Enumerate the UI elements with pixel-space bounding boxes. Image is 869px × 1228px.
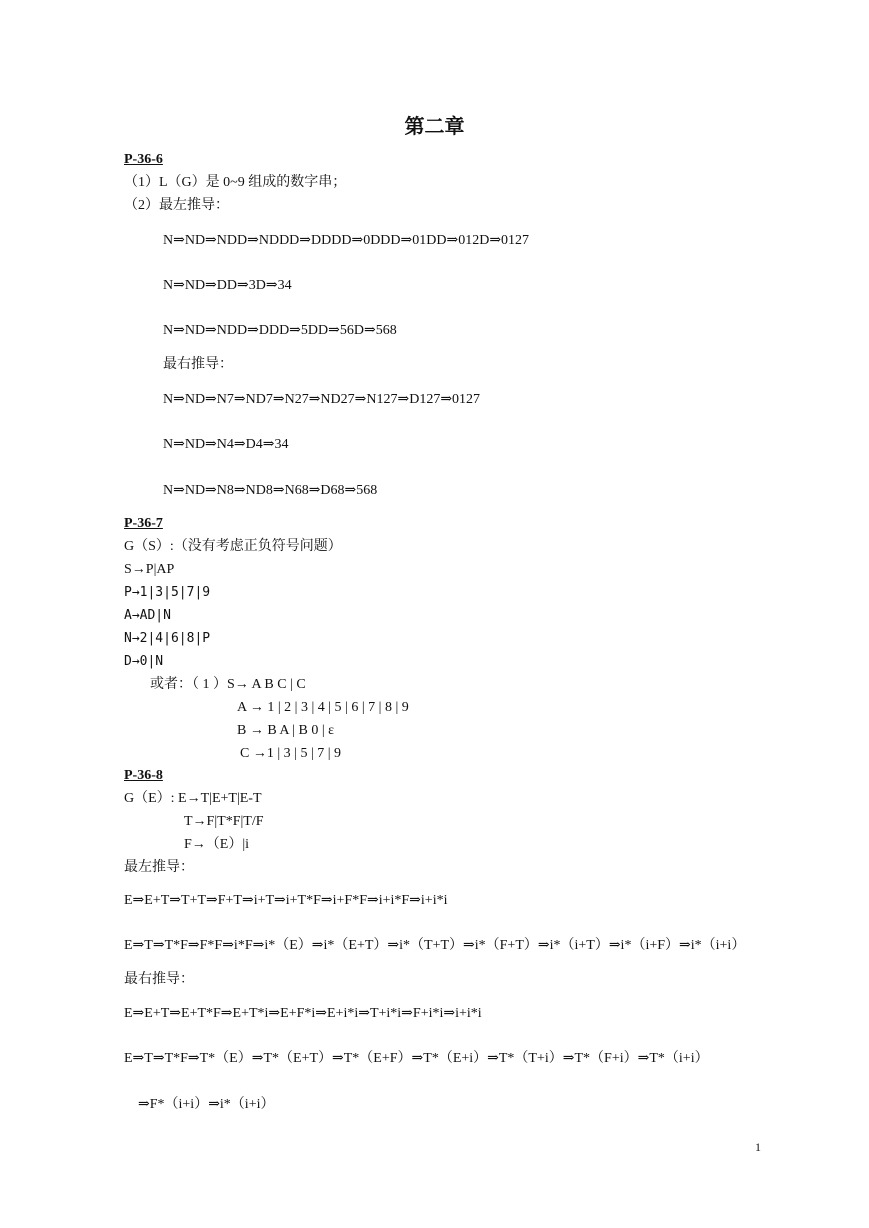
- leftmost-derivation-3: N⇒ND⇒NDD⇒DDD⇒5DD⇒56D⇒568: [163, 323, 397, 338]
- leftmost-derivation-e-2: E⇒T⇒T*F⇒F*F⇒i*F⇒i*（E）⇒i*（E+T）⇒i*（T+T）⇒i*（F+T）⇒i*（i+T）⇒i*（i+F）⇒i*（i+i）: [124, 938, 746, 953]
- grammar-title: G（S）:（没有考虑正负符号问题）: [124, 539, 342, 554]
- section-heading-p-36-7: P-36-7: [124, 516, 163, 531]
- alternative-rule-s: 或者：（ 1 ）S→ A B C | C: [150, 677, 306, 692]
- leftmost-derivation-2: N⇒ND⇒DD⇒3D⇒34: [163, 278, 292, 293]
- leftmost-derivation-e-1: E⇒E+T⇒T+T⇒F+T⇒i+T⇒i+T*F⇒i+F*F⇒i+i*F⇒i+i*i: [124, 893, 448, 908]
- rightmost-derivation-1: N⇒ND⇒N7⇒ND7⇒N27⇒ND27⇒N127⇒D127⇒0127: [163, 392, 481, 407]
- section-heading-p-36-8: P-36-8: [124, 768, 163, 783]
- grammar-e-rule: G（E）: E→T|E+T|E-T: [124, 791, 262, 806]
- alternative-rule-b: B → B A | B 0 | ε: [237, 723, 335, 738]
- rightmost-derivation-2: N⇒ND⇒N4⇒D4⇒34: [163, 437, 289, 452]
- section-heading-p-36-6: P-36-6: [124, 152, 163, 167]
- page-number: 1: [755, 1140, 761, 1154]
- rightmost-label: 最右推导：: [163, 357, 233, 372]
- alternative-rule-c: C →1 | 3 | 5 | 7 | 9: [240, 746, 342, 761]
- grammar-rule-d: D→0|N: [124, 654, 164, 669]
- grammar-rule-p: P→1|3|5|7|9: [124, 585, 211, 600]
- rightmost-derivation-e-3: ⇒F*（i+i）⇒i*（i+i）: [138, 1097, 275, 1112]
- leftmost-label: 最左推导：: [124, 860, 194, 875]
- alternative-rule-a: A → 1 | 2 | 3 | 4 | 5 | 6 | 7 | 8 | 9: [237, 700, 409, 715]
- grammar-t-rule: T→F|T*F|T/F: [184, 814, 264, 829]
- chapter-title: 第二章: [404, 116, 465, 138]
- grammar-rule-s: S→P|AP: [124, 562, 175, 577]
- grammar-f-rule: F→（E）|i: [184, 837, 250, 852]
- rightmost-derivation-e-2: E⇒T⇒T*F⇒T*（E）⇒T*（E+T）⇒T*（E+F）⇒T*（E+i）⇒T*（T+i）⇒T*（F+i）⇒T*（i+i）: [124, 1051, 709, 1066]
- rightmost-label-2: 最右推导：: [124, 972, 194, 987]
- grammar-rule-a: A→AD|N: [124, 608, 171, 623]
- rightmost-derivation-e-1: E⇒E+T⇒E+T*F⇒E+T*i⇒E+F*i⇒E+i*i⇒T+i*i⇒F+i*i⇒i+i*i: [124, 1006, 482, 1021]
- answer-line-2: （2）最左推导：: [124, 198, 229, 213]
- rightmost-derivation-3: N⇒ND⇒N8⇒ND8⇒N68⇒D68⇒568: [163, 483, 378, 498]
- leftmost-derivation-1: N⇒ND⇒NDD⇒NDDD⇒DDDD⇒0DDD⇒01DD⇒012D⇒0127: [163, 233, 530, 248]
- answer-line-1: （1）L（G）是 0~9 组成的数字串；: [124, 175, 347, 190]
- grammar-rule-n: N→2|4|6|8|P: [124, 631, 211, 646]
